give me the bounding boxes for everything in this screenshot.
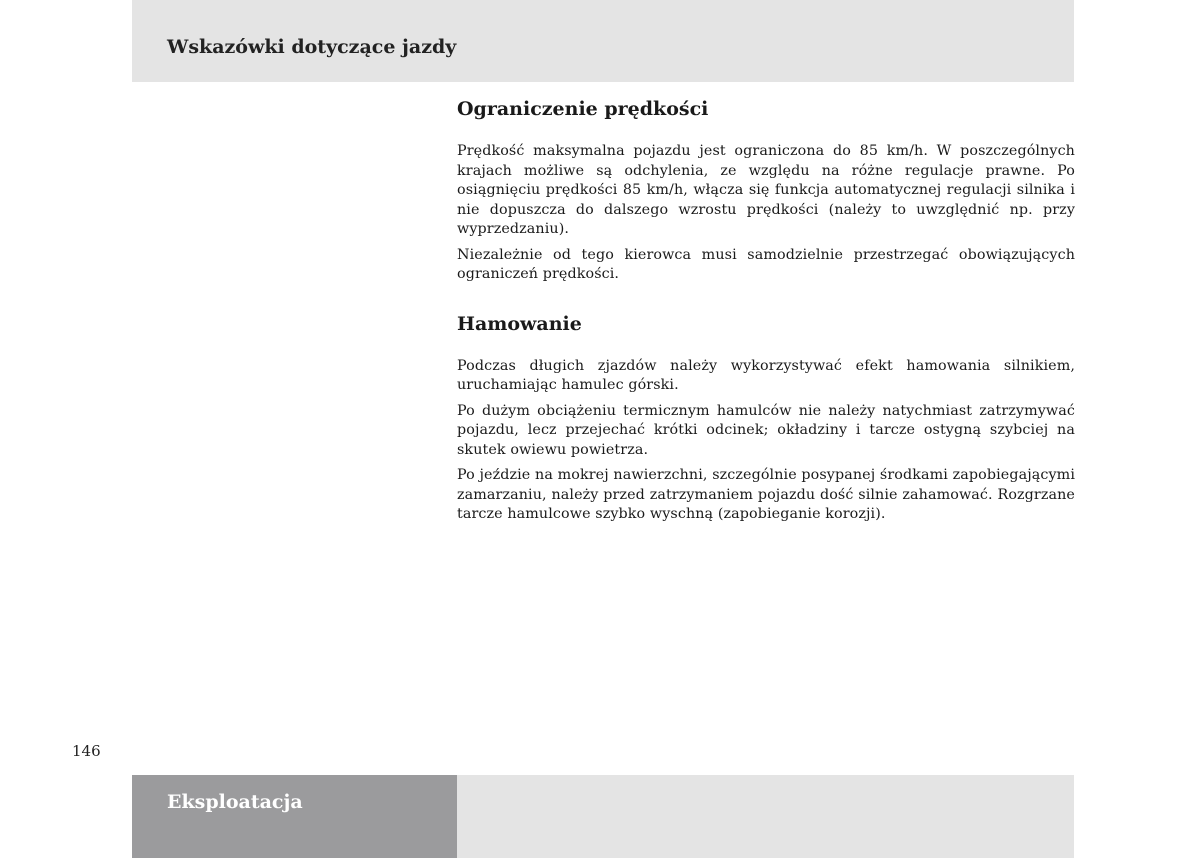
paragraph: Prędkość maksymalna pojazdu jest ograniczona do 85 km/h. W poszczególnych krajach możliwe są odchylenia, ze względu na różne regulacje prawne. Po osiągnięciu prędkości 85 km/h, włącza się funkcja automatycznej regulacji silnika i nie dopuszcza do dalszego wzrostu prędkości (należy to uwzględnić np. przy wyprzedzaniu). bbox=[457, 143, 1075, 237]
chapter-title: Wskazówki dotyczące jazdy bbox=[167, 36, 457, 58]
footer-section-label: Eksploatacja bbox=[167, 791, 303, 813]
header-band bbox=[132, 0, 1074, 82]
section-title-braking: Hamowanie bbox=[457, 312, 582, 335]
footer-band bbox=[457, 775, 1074, 858]
footer-section-tab bbox=[132, 775, 457, 858]
paragraph: Podczas długich zjazdów należy wykorzystywać efekt hamowania silnikiem, uruchamiając hamulec górski. bbox=[457, 357, 1075, 393]
paragraph: Po jeździe na mokrej nawierzchni, szczególnie posypanej środkami zapobiegającymi zamarzaniu, należy przed zatrzymaniem pojazdu dość silnie zahamować. Rozgrzane tarcze hamulcowe szybko wyschną (zapobieganie korozji). bbox=[457, 467, 1075, 522]
page-content bbox=[457, 96, 1075, 531]
section-title-speed-limit: Ograniczenie prędkości bbox=[457, 98, 709, 120]
paragraph: Po dużym obciążeniu termicznym hamulców nie należy natychmiast zatrzymywać pojazdu, lecz przejechać krótki odcinek; okładziny i tarcze ostygną szybciej na skutek owiewu powietrza. bbox=[457, 402, 1075, 458]
paragraph: Niezależnie od tego kierowca musi samodzielnie przestrzegać obowiązujących ograniczeń prędkości. bbox=[457, 246, 1075, 282]
page-number: 146 bbox=[72, 742, 101, 760]
